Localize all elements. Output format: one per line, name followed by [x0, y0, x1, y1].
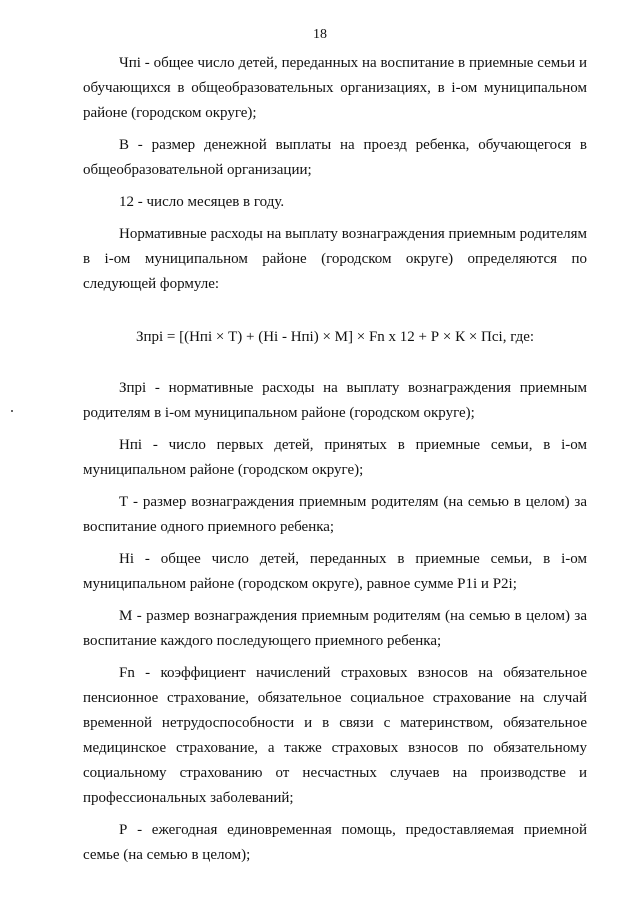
formula: Зпрi = [(Нпi × Т) + (Нi - Нпi) × М] × Fn x 12 + Р × К × Псi, где: [135, 329, 535, 345]
definition-npi: Нпi - число первых детей, принятых в приемные семьи, в i-ом муниципальном районе (городском округе); [83, 437, 587, 478]
margin-mark [11, 410, 13, 412]
definition-t: Т - размер вознаграждения приемным родителям (на семью в целом) за воспитание одного приемного ребенка; [83, 494, 587, 535]
definition-m: М - размер вознаграждения приемным родителям (на семью в целом) за воспитание каждого последующего приемного ребенка; [83, 608, 587, 649]
definition-fn: Fn - коэффициент начислений страховых взносов на обязательное пенсионное страхование, обязательное социальное страхование на случай временной нетрудоспособности и в связи с материнством, обязательное медицинское страхование, а также страховых взносов по обязательному социальному страхованию от несчастных случаев на производстве и профессиональных заболеваний; [83, 665, 587, 806]
page-number: 18 [313, 27, 327, 42]
paragraph-v: В - размер денежной выплаты на проезд ребенка, обучающегося в общеобразовательной организации; [83, 137, 587, 178]
paragraph-chpi: Чпi - общее число детей, переданных на воспитание в приемные семьи и обучающихся в общеобразовательных организациях, в i-ом муниципальном районе (городском округе); [83, 55, 587, 121]
definition-zpri: Зпрi - нормативные расходы на выплату вознаграждения приемным родителям в i-ом муниципальном районе (городском округе); [83, 380, 587, 421]
definition-r: Р - ежегодная единовременная помощь, предоставляемая приемной семье (на семью в целом); [83, 822, 587, 863]
paragraph-normative: Нормативные расходы на выплату вознаграждения приемным родителям в i-ом муниципальном районе (городском округе) определяются по следующей формуле: [83, 226, 587, 292]
definition-ni: Нi - общее число детей, переданных в приемные семьи, в i-ом муниципальном районе (городском округе), равное сумме Р1i и Р2i; [83, 551, 587, 592]
paragraph-12: 12 - число месяцев в году. [119, 194, 285, 210]
document-body [83, 51, 587, 868]
